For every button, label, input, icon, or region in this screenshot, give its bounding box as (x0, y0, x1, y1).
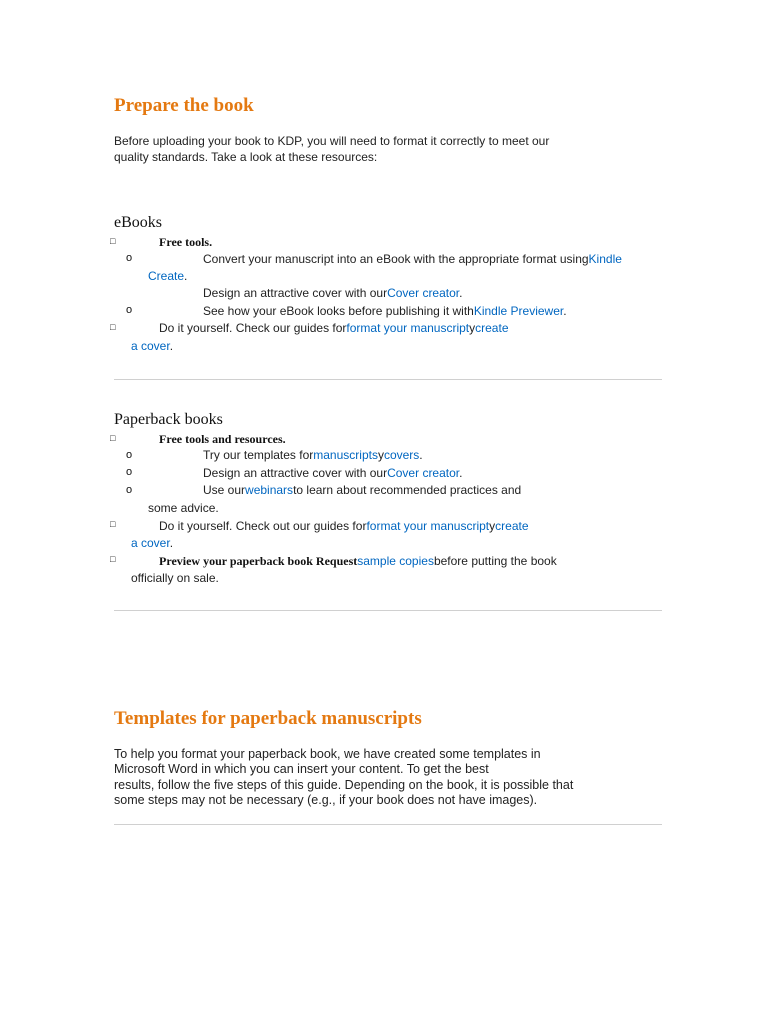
period: . (169, 339, 174, 353)
paperback-item3 (203, 482, 521, 498)
ebooks-item1-text: Convert your manuscript into an eBook with the appropriate format using (203, 252, 589, 266)
templates-line-2: Microsoft Word in which you can insert your content. To get the best (114, 762, 489, 776)
manuscripts-link[interactable]: manuscripts (313, 448, 378, 462)
divider (114, 379, 662, 380)
conjunction: y (469, 321, 476, 335)
paperback-preview-bold: Preview your paperback book Request (159, 554, 358, 568)
section-title-prepare: Prepare the book (114, 95, 254, 116)
templates-line-3: results, follow the five steps of this guide. Depending on the book, it is possible that (114, 778, 574, 792)
ebooks-item3 (203, 303, 567, 319)
conjunction: y (377, 448, 384, 462)
conjunction: y (489, 519, 496, 533)
circle-bullet-icon: o (126, 484, 133, 496)
ebooks-heading: eBooks (114, 214, 162, 231)
cover-creator-link[interactable]: Cover creator (387, 466, 460, 480)
templates-line-1: To help you format your paperback book, we have created some templates in (114, 747, 541, 761)
ebooks-item1 (203, 251, 622, 267)
period: . (563, 304, 567, 318)
intro-line-1: Before uploading your book to KDP, you will need to format it correctly to meet our (114, 134, 550, 148)
ebooks-diy-cont (131, 338, 173, 354)
paperback-item3-rest: to learn about recommended practices and (293, 483, 522, 497)
paperback-diy-cont (131, 535, 173, 551)
ebooks-item3-text: See how your eBook looks before publishing it with (203, 304, 474, 318)
paperback-item2 (203, 465, 462, 481)
section-title-templates: Templates for paperback manuscripts (114, 708, 422, 729)
webinars-link[interactable]: webinars (245, 483, 294, 497)
paperback-preview-line2: officially on sale. (131, 571, 219, 585)
format-manuscript-link[interactable]: format your manuscript (346, 321, 470, 335)
intro-line-2: quality standards. Take a look at these resources: (114, 150, 378, 164)
paperback-diy-text: Do it yourself. Check out our guides for (159, 519, 367, 533)
covers-link[interactable]: covers (383, 448, 420, 462)
ebooks-item2-text: Design an attractive cover with our (203, 286, 388, 300)
paperback-item1-text: Try our templates for (203, 448, 314, 462)
paperback-free-tools: Free tools and resources. (159, 432, 286, 446)
square-bullet-icon: □ (110, 519, 116, 529)
format-manuscript-link[interactable]: format your manuscript (366, 519, 490, 533)
ebooks-item2 (203, 285, 462, 301)
square-bullet-icon: □ (110, 554, 116, 564)
circle-bullet-icon: o (126, 252, 133, 264)
create-cover-link[interactable]: create (495, 519, 529, 533)
create-cover-link[interactable]: create (475, 321, 509, 335)
kindle-create-link[interactable]: Kindle (588, 252, 622, 266)
period: . (459, 466, 463, 480)
create-cover-link-cont[interactable]: a cover (131, 536, 170, 550)
ebooks-item1-cont (148, 268, 187, 284)
paperback-item2-text: Design an attractive cover with our (203, 466, 388, 480)
ebooks-diy-text: Do it yourself. Check our guides for (159, 321, 347, 335)
paperback-heading: Paperback books (114, 411, 223, 428)
kindle-create-link-cont[interactable]: Create (148, 269, 185, 283)
paperback-item1 (203, 447, 423, 463)
templates-line-4: some steps may not be necessary (e.g., if your book does not have images). (114, 793, 538, 807)
period: . (459, 286, 463, 300)
cover-creator-link[interactable]: Cover creator (387, 286, 460, 300)
paperback-diy (159, 518, 529, 534)
circle-bullet-icon: o (126, 449, 133, 461)
period: . (419, 448, 423, 462)
kindle-previewer-link[interactable]: Kindle Previewer (473, 304, 564, 318)
ebooks-diy (159, 320, 509, 336)
paperback-preview (159, 553, 557, 569)
square-bullet-icon: □ (110, 322, 116, 332)
create-cover-link-cont[interactable]: a cover (131, 339, 170, 353)
circle-bullet-icon: o (126, 304, 133, 316)
period: . (184, 269, 188, 283)
divider (114, 824, 662, 825)
paperback-item3-line2: some advice. (148, 501, 219, 515)
paperback-preview-rest: before putting the book (433, 554, 557, 568)
circle-bullet-icon: o (126, 466, 133, 478)
divider (114, 610, 662, 611)
square-bullet-icon: □ (110, 433, 116, 443)
period: . (169, 536, 174, 550)
paperback-item3-text: Use our (203, 483, 246, 497)
sample-copies-link[interactable]: sample copies (357, 554, 434, 568)
square-bullet-icon: □ (110, 236, 116, 246)
ebooks-free-tools: Free tools. (159, 235, 213, 249)
